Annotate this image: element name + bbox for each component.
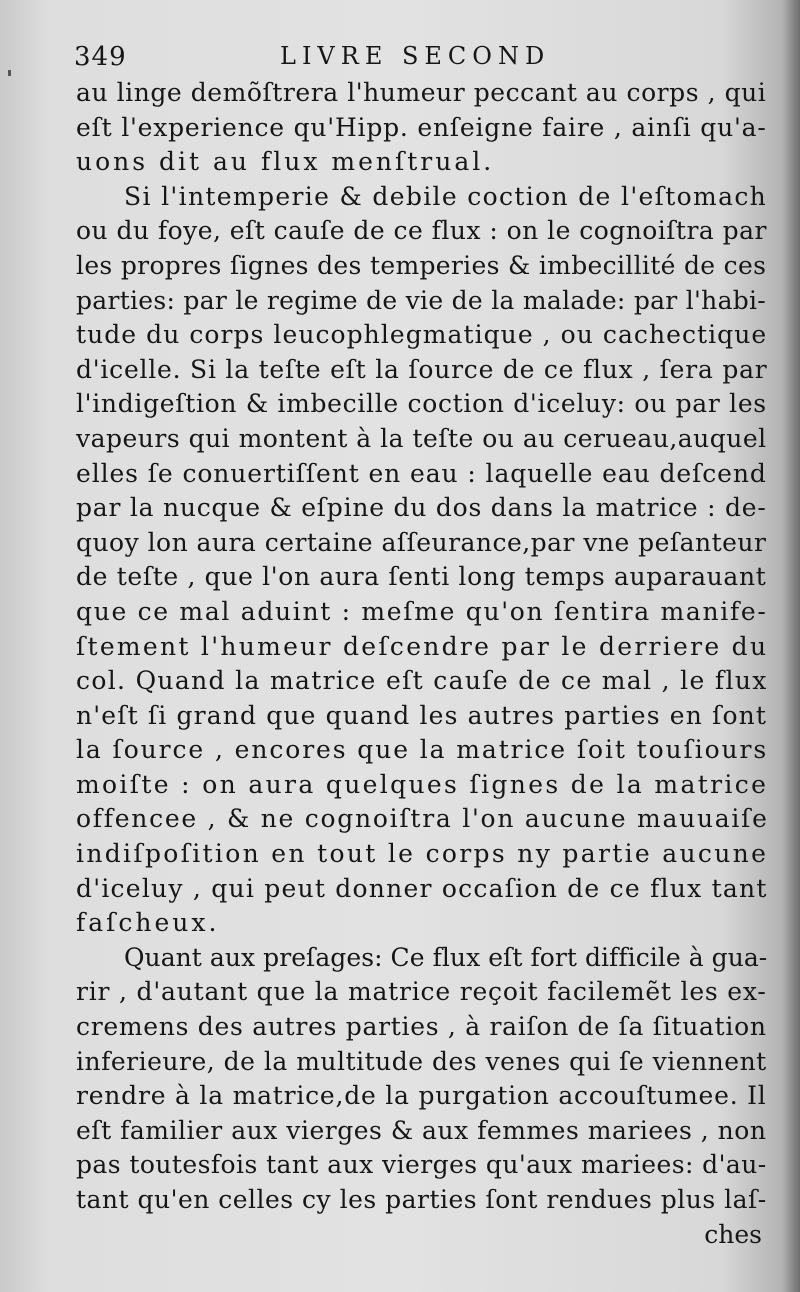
running-head	[74, 38, 774, 78]
catchword: ches	[704, 1219, 762, 1249]
text-line: parties: par le regime de vie de la malade: par l'habi-	[76, 285, 767, 315]
text-line: tant qu'en celles cy les parties ſont rendues plus laſ-	[76, 1185, 767, 1214]
text-line: eſt familier aux vierges & aux femmes mariees , non	[76, 1115, 767, 1145]
text-line: l'indigeſtion & imbecille coction d'iceluy: ou par les	[76, 389, 767, 419]
text-line: que ce mal aduint : meſme qu'on ſentira manife-	[76, 596, 768, 626]
text-line: rir , d'autant que la matrice reçoit facilemẽt les ex-	[76, 977, 767, 1007]
text-line: ſtement l'humeur deſcendre par le derriere du	[76, 631, 769, 661]
text-line: d'iceluy , qui peut donner occaſion de ce flux tant	[76, 873, 768, 903]
text-line: quoy lon aura certaine aſſeurance,par vne peſanteur	[76, 527, 767, 557]
text-line: cremens des autres parties , à raiſon de ſa ſituation	[76, 1012, 767, 1042]
text-line: moiſte : on aura quelques ſignes de la matrice	[76, 769, 769, 799]
text-line: n'eſt ſi grand que quand les autres parties en ſont	[76, 700, 768, 730]
text-line: par la nucque & eſpine du dos dans la matrice : de-	[76, 493, 767, 523]
text-line: uons dit au flux menſtrual.	[76, 147, 495, 177]
text-line: rendre à la matrice,de la purgation accouſtumee. Il	[76, 1081, 767, 1111]
text-line: la ſource , encores que la matrice ſoit touſiours	[76, 735, 769, 765]
text-line: de teſte , que l'on aura ſenti long temps auparauant	[76, 562, 767, 592]
text-line: ou du foye, eſt cauſe de ce flux : on le cognoiſtra par	[76, 216, 767, 246]
body-text	[76, 76, 769, 1252]
page-number: 349	[74, 42, 127, 72]
text-line: tude du corps leucophlegmatique , ou cachectique	[76, 320, 768, 350]
text-line: eſt l'experience qu'Hipp. enſeigne faire , ainſi qu'a-	[76, 112, 767, 142]
text-line: pas toutesfois tant aux vierges qu'aux mariees: d'au-	[76, 1150, 767, 1180]
margin-mark	[8, 70, 11, 76]
text-line: les propres ſignes des temperies & imbecillité de ces	[76, 250, 767, 280]
text-line: offencee , & ne cognoiſtra l'on aucune mauuaiſe	[76, 804, 769, 834]
text-line: Si l'intemperie & debile coction de l'eſtomach	[124, 181, 768, 211]
text-line: inferieure, de la multitude des venes qui ſe viennent	[76, 1046, 767, 1076]
text-line: Quant aux preſages: Ce flux eſt fort difficile à gua-	[124, 942, 768, 972]
text-line: elles ſe conuertiſſent en eau : laquelle eau deſcend	[76, 458, 767, 488]
text-line: vapeurs qui montent à la teſte ou au cerueau,auquel	[76, 423, 767, 453]
text-line: faſcheux.	[76, 908, 220, 938]
text-line: au linge demõſtrera l'humeur peccant au corps , qui	[76, 78, 767, 107]
text-line: col. Quand la matrice eſt cauſe de ce mal , le flux	[76, 666, 768, 696]
running-title: LIVRE SECOND	[280, 42, 551, 70]
text-line: d'icelle. Si la teſte eſt la ſource de ce flux , ſera par	[76, 354, 768, 384]
text-line: indiſpoſition en tout le corps ny partie aucune	[76, 839, 769, 869]
page-gutter-shadow	[782, 0, 800, 1292]
